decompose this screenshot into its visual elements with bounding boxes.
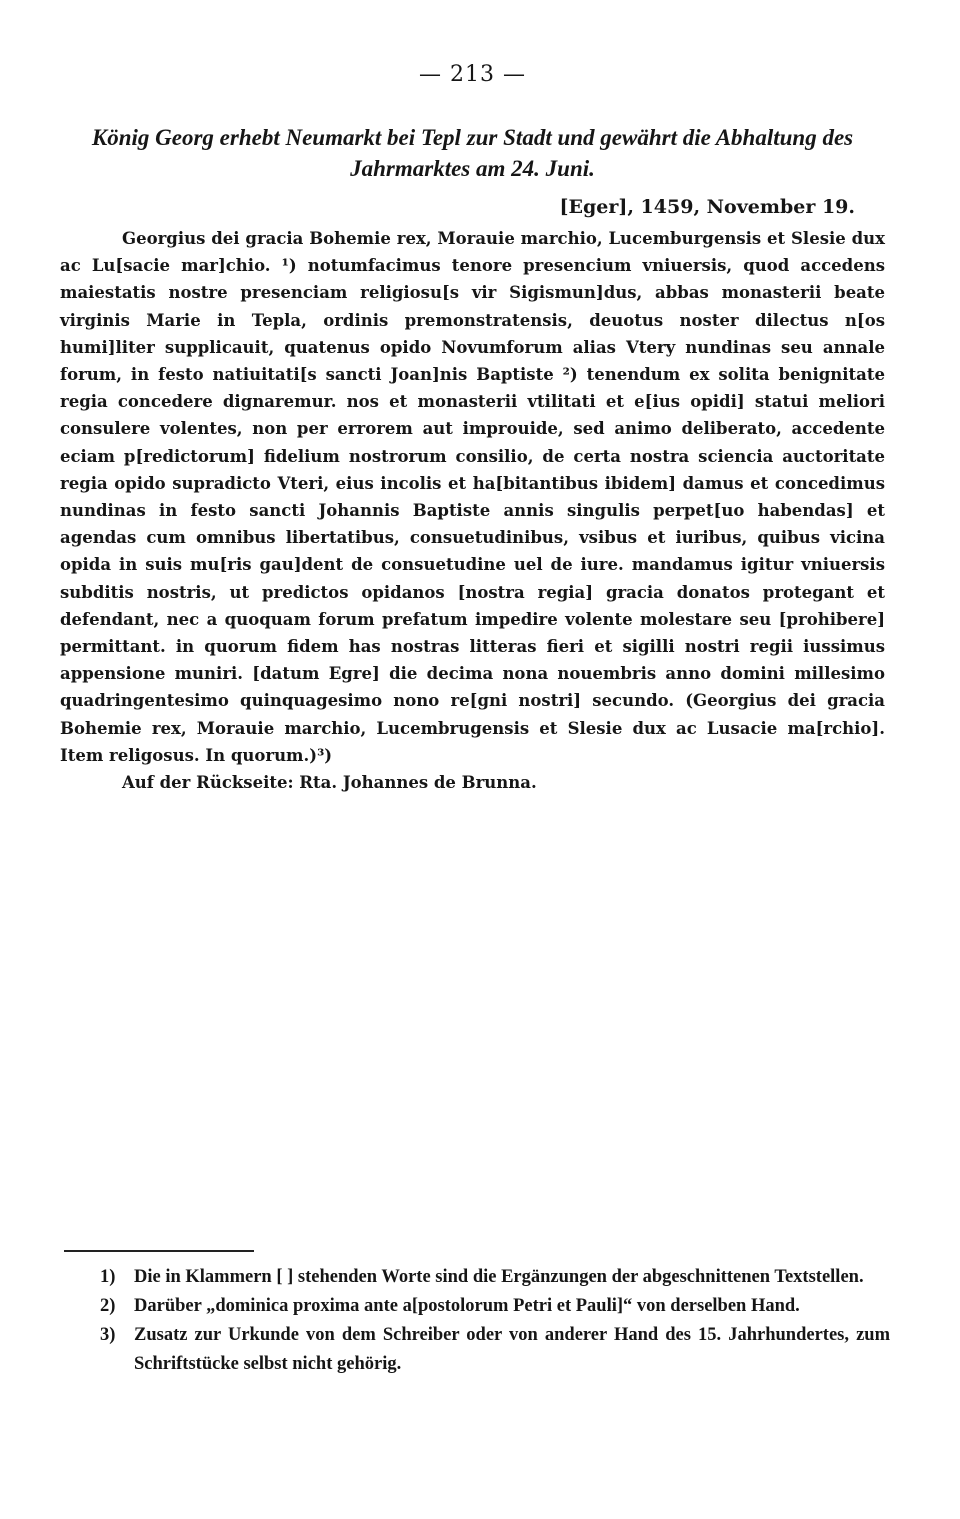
footnote-number: 3) — [100, 1325, 116, 1345]
charter-main-paragraph: Georgius dei gracia Bohemie rex, Morauie marchio, Lucemburgensis et Slesie dux ac Lu[sacie mar]chio. ¹) notumfacimus tenore presencium vniuersis, quod accedens maiestatis nostre presenciam religiosu[s vir Sigismun]dus, abbas monasterii beate virginis Marie in Tepla, ordinis premonstratensis, deuotus noster dilectus n[os humi]liter supplicauit, quatenus opido Novumforum alias Vtery nundinas seu annale forum, in festo natiuitati[s sancti Joan]nis Baptiste ²) tenendum ex solita benignitate regia concedere dignaremur. nos et monasterii vtilitati et e[ius opidi] statui meliori consulere volentes, non per errorem aut improuide, sed animo deliberato, accedente eciam p[redictorum] fidelium nostrorum consilio, de certa nostra sciencia auctoritate regia opido supradicto Vteri, eius incolis et ha[bitantibus ibidem] damus et concedimus nundinas in festo sancti Johannis Baptiste annis singulis perpet[uo habendas] et agendas cum omnibus libertatibus, consuetudinibus, vsibus et iuribus, quibus vicina opida in suis mu[ris gau]dent de consuetudine uel de iure. mandamus igitur vniuersis subditis nostris, ut predictos opidanos [nostra regia] gracia donatos protegant et defendant, nec a quoquam forum prefatum impedire volente molestare seu [prohibere] permittant. in quorum fidem has nostras litteras fieri et sigilli nostri regii iussimus appensione muniri. [datum Egre] die decima nona nouembris anno domini millesimo quadringentesimo quinquagesimo nono re[gni nostri] secundo. (Georgius dei gracia Bohemie rex, Morauie marchio, Lucembrugensis et Slesie dux ac Lusacie ma[rchio]. Item religosus. In quorum.)³) — [60, 229, 885, 765]
document-page — [60, 0, 890, 1519]
footnote-number: 1) — [100, 1267, 116, 1287]
footnote-text: Die in Klammern [ ] stehenden Worte sind die Ergänzungen der abgeschnittenen Textstellen. — [134, 1267, 864, 1287]
footnote-2 — [100, 1292, 890, 1321]
footnote-text: Darüber „dominica proxima ante a[postolorum Petri et Pauli]“ von derselben Hand. — [134, 1296, 800, 1316]
footnote-1 — [100, 1263, 890, 1292]
date-line: [Eger], 1459, November 19. — [559, 196, 855, 218]
footnote-divider — [64, 1250, 254, 1252]
footnotes — [100, 1263, 890, 1379]
footnote-number: 2) — [100, 1296, 116, 1316]
page-number: — 213 — — [419, 62, 526, 87]
charter-text — [60, 225, 885, 796]
footnote-3 — [100, 1321, 890, 1379]
endorsement-line: Auf der Rückseite: Rta. Johannes de Brunna. — [122, 773, 537, 793]
document-title: König Georg erhebt Neumarkt bei Tepl zur Stadt und gewährt die Abhaltung des Jahrmarktes am 24. Juni. — [91, 125, 854, 181]
footnote-text: Zusatz zur Urkunde von dem Schreiber oder von anderer Hand des 15. Jahrhundertes, zum Schriftstücke selbst nicht gehörig. — [134, 1325, 890, 1374]
